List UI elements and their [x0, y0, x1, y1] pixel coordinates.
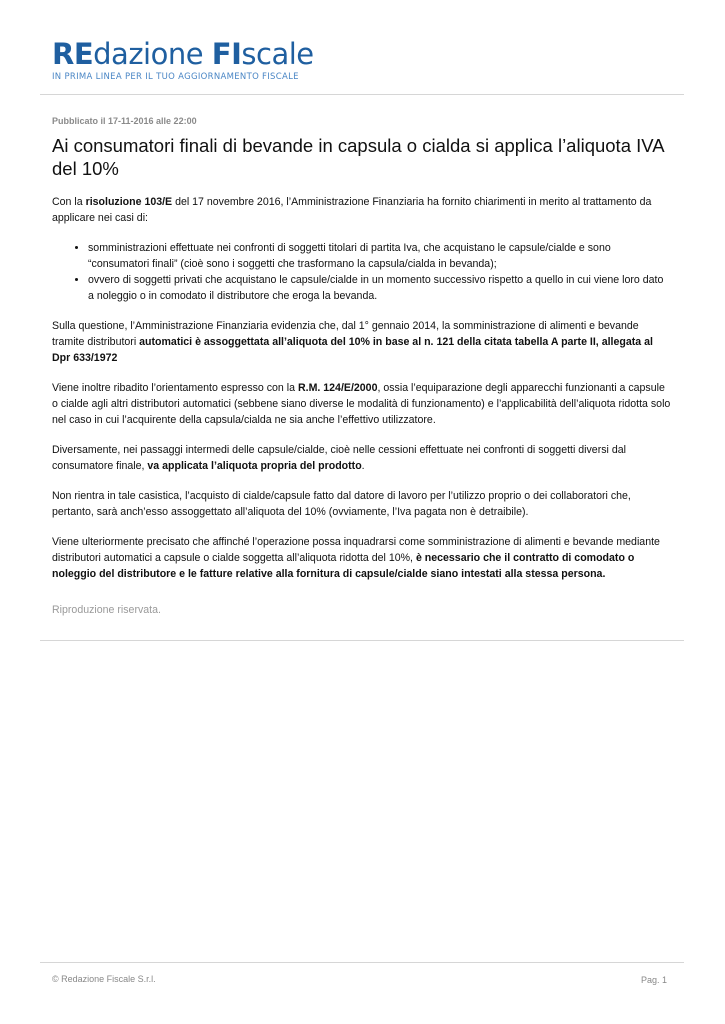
paragraph-conditions: Viene ulteriormente precisato che affinché l’operazione possa inquadrarsi come somministrazione di alimenti e bevande mediante distributori automatici a capsule o cialde soggetta all’aliquota ridotta del 10%, è necessario che il contratto di comodato o noleggio del distributore e le fatture relative alla fornitura di capsule/cialde siano intestati alla stessa persona. [52, 536, 660, 580]
logo-tagline: IN PRIMA LINEA PER IL TUO AGGIORNAMENTO FISCALE [52, 72, 299, 82]
paragraph-intro: Con la risoluzione 103/E del 17 novembre 2016, l’Amministrazione Finanziaria ha fornito chiarimenti in merito al trattamento da applicare nei casi di: [52, 196, 652, 224]
page-number: Pag. 1 [640, 975, 667, 985]
paragraph-rm: Viene inoltre ribadito l’orientamento espresso con la R.M. 124/E/2000, ossia l’equiparazione degli apparecchi funzionanti a capsule o cialde agli altri distributori automatici (sebbene siano diverse le modalità di funzionamento) e l’applicabilità dell’aliquota ridotta solo nel caso in cui l’acquirente della capsula/cialda ne sia anche l’effettivo utilizzatore. [52, 382, 671, 426]
logo [52, 38, 314, 82]
footer-copyright: © Redazione Fiscale S.r.l. [52, 974, 156, 984]
paragraph-employer: Non rientra in tale casistica, l’acquisto di cialde/capsule fatto dal datore di lavoro per l’utilizzo proprio o dei collaboratori che, pertanto, sarà anch’esso assoggettato all’aliquota del 10% (ovviamente, l’Iva pagata non è detraibile). [52, 490, 631, 518]
footer-divider [40, 962, 684, 963]
case-list [52, 240, 672, 304]
publish-date: Pubblicato il 17-11-2016 alle 22:00 [52, 116, 197, 126]
content-divider [40, 640, 684, 641]
article [52, 116, 672, 616]
list-item: • somministrazioni effettuate nei confronti di soggetti titolari di partita Iva, che acquistano le capsule/cialde e sono “consumatori finali” (cioè sono i soggetti che trasformano la capsula/cialda in bevanda); [88, 240, 672, 272]
paragraph-question: Sulla questione, l’Amministrazione Finanziaria evidenzia che, dal 1° gennaio 2014, la somministrazione di alimenti e bevande tramite distributori automatici è assoggettata all’aliquota del 10% in base al n. 121 della citata tabella A parte II, allegata al Dpr 633/1972 [52, 320, 653, 364]
logo-wordmark: REdazione FIscale [52, 37, 314, 71]
reproduction-notice: Riproduzione riservata. [52, 604, 161, 616]
list-item: • ovvero di soggetti privati che acquistano le capsule/cialde in un momento successivo rispetto a quello in cui viene loro dato a noleggio o in comodato il distributore che eroga la bevanda. [88, 272, 672, 304]
paragraph-intermediate: Diversamente, nei passaggi intermedi delle capsule/cialde, cioè nelle cessioni effettuate nei confronti di soggetti diversi dal consumatore finale, va applicata l’aliquota propria del prodotto. [52, 444, 626, 472]
article-title: Ai consumatori finali di bevande in capsula o cialda si applica l’aliquota IVA del 10% [52, 135, 664, 179]
header-divider [40, 94, 684, 95]
